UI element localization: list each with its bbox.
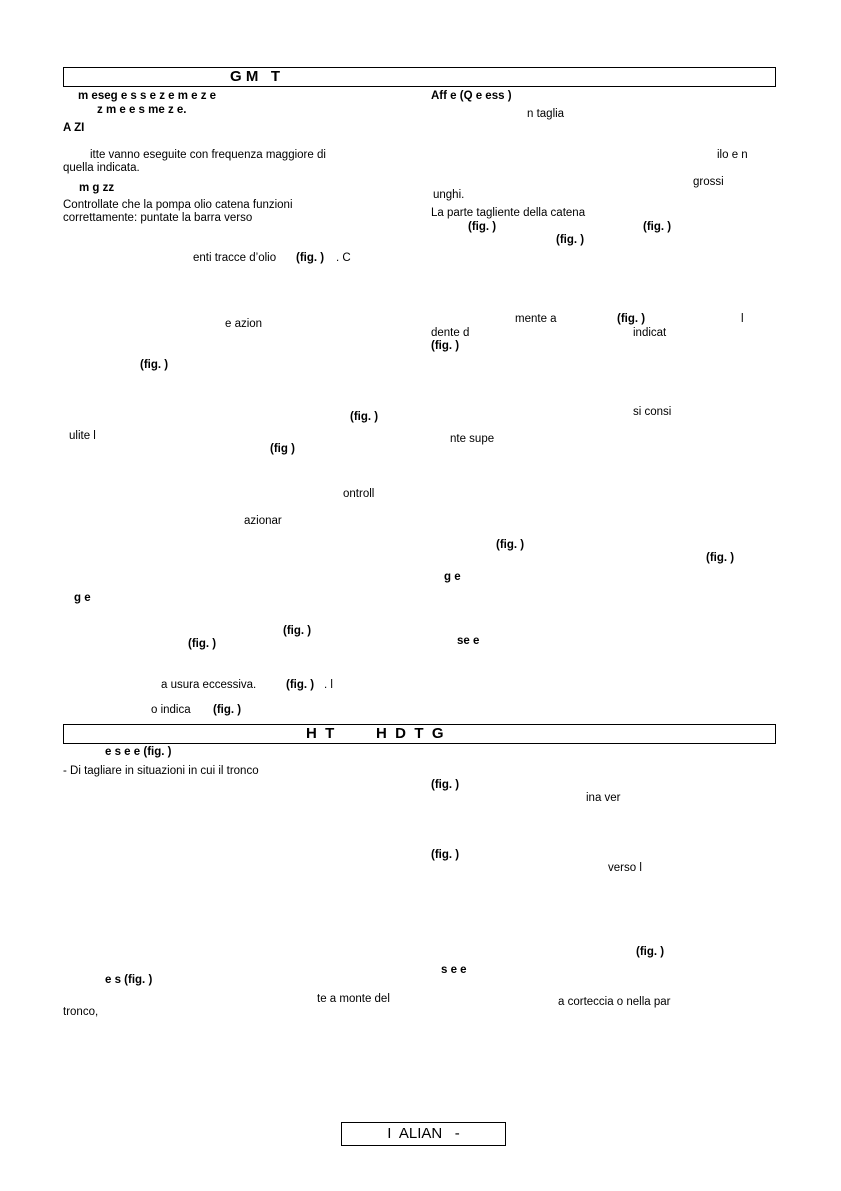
paragraph-text: a usura eccessiva. <box>161 679 257 691</box>
figure-reference: (fig. ) <box>643 221 672 233</box>
paragraph-heading: se e <box>457 635 480 647</box>
figure-reference: (fig. ) <box>286 679 315 691</box>
section-header-text: G M T <box>230 68 280 85</box>
paragraph-heading: g e <box>444 571 461 583</box>
paragraph-text: o indica <box>151 704 191 716</box>
paragraph-text: unghi. <box>433 189 465 201</box>
figure-reference: (fig. ) <box>496 539 525 551</box>
page-footer-language <box>341 1122 506 1146</box>
paragraph-text: . l <box>324 679 333 691</box>
figure-reference: (fig ) <box>270 443 295 455</box>
section-header-cutting <box>63 724 776 744</box>
paragraph-text: ulite l <box>69 430 96 442</box>
paragraph-text: azionar <box>244 515 282 527</box>
paragraph-text: - Di tagliare in situazioni in cui il tronco <box>63 765 259 777</box>
paragraph-text: correttamente: puntate la barra verso <box>63 212 253 224</box>
figure-reference: (fig. ) <box>350 411 379 423</box>
paragraph-text: te a monte del <box>317 993 390 1005</box>
figure-reference: (fig. ) <box>283 625 312 637</box>
figure-reference: (fig. ) <box>296 252 325 264</box>
figure-reference: (fig. ) <box>706 552 735 564</box>
paragraph-text: . C <box>336 252 351 264</box>
figure-reference: (fig. ) <box>140 359 169 371</box>
paragraph-text: grossi <box>693 176 724 188</box>
paragraph-heading: e s (fig. ) <box>105 974 153 986</box>
paragraph-text: Controllate che la pompa olio catena funzioni <box>63 199 293 211</box>
paragraph-text: z m e e s me z e. <box>97 104 187 116</box>
paragraph-text: a corteccia o nella par <box>558 996 671 1008</box>
paragraph-text: quella indicata. <box>63 162 140 174</box>
paragraph-text: n taglia <box>527 108 565 120</box>
figure-reference: (fig. ) <box>556 234 585 246</box>
paragraph-heading: A ZI <box>63 122 85 134</box>
paragraph-text: l <box>741 313 744 325</box>
paragraph-text: nte supe <box>450 433 495 445</box>
paragraph-text: mente a <box>515 313 557 325</box>
figure-reference: (fig. ) <box>431 340 460 352</box>
paragraph-heading: m g zz <box>79 182 115 194</box>
figure-reference: (fig. ) <box>188 638 217 650</box>
paragraph-text: ina ver <box>586 792 621 804</box>
paragraph-text: dente d <box>431 327 470 339</box>
footer-label: I ALIAN - <box>387 1125 460 1142</box>
figure-reference: (fig. ) <box>617 313 646 325</box>
figure-reference: (fig. ) <box>636 946 665 958</box>
paragraph-text: La parte tagliente della catena <box>431 207 586 219</box>
paragraph-text: ontroll <box>343 488 375 500</box>
section-header-maintenance <box>63 67 776 87</box>
paragraph-text: m eseg e s s e z e m e z e <box>78 90 217 102</box>
figure-reference: (fig. ) <box>213 704 242 716</box>
figure-reference: (fig. ) <box>468 221 497 233</box>
paragraph-heading: e s e e (fig. ) <box>105 746 172 758</box>
paragraph-text: e azion <box>225 318 263 330</box>
paragraph-text: verso l <box>608 862 642 874</box>
figure-reference: (fig. ) <box>431 779 460 791</box>
paragraph-text: tronco, <box>63 1006 99 1018</box>
section-header-text: H T H D T G <box>306 725 444 742</box>
paragraph-heading: s e e <box>441 964 467 976</box>
paragraph-heading: g e <box>74 592 91 604</box>
paragraph-text: itte vanno eseguite con frequenza maggiore di <box>90 149 326 161</box>
paragraph-heading: Aff e (Q e ess ) <box>431 90 512 102</box>
paragraph-text: ilo e n <box>717 149 748 161</box>
paragraph-text: enti tracce d’olio <box>193 252 277 264</box>
paragraph-text: indicat <box>633 327 667 339</box>
figure-reference: (fig. ) <box>431 849 460 861</box>
paragraph-text: si consi <box>633 406 672 418</box>
